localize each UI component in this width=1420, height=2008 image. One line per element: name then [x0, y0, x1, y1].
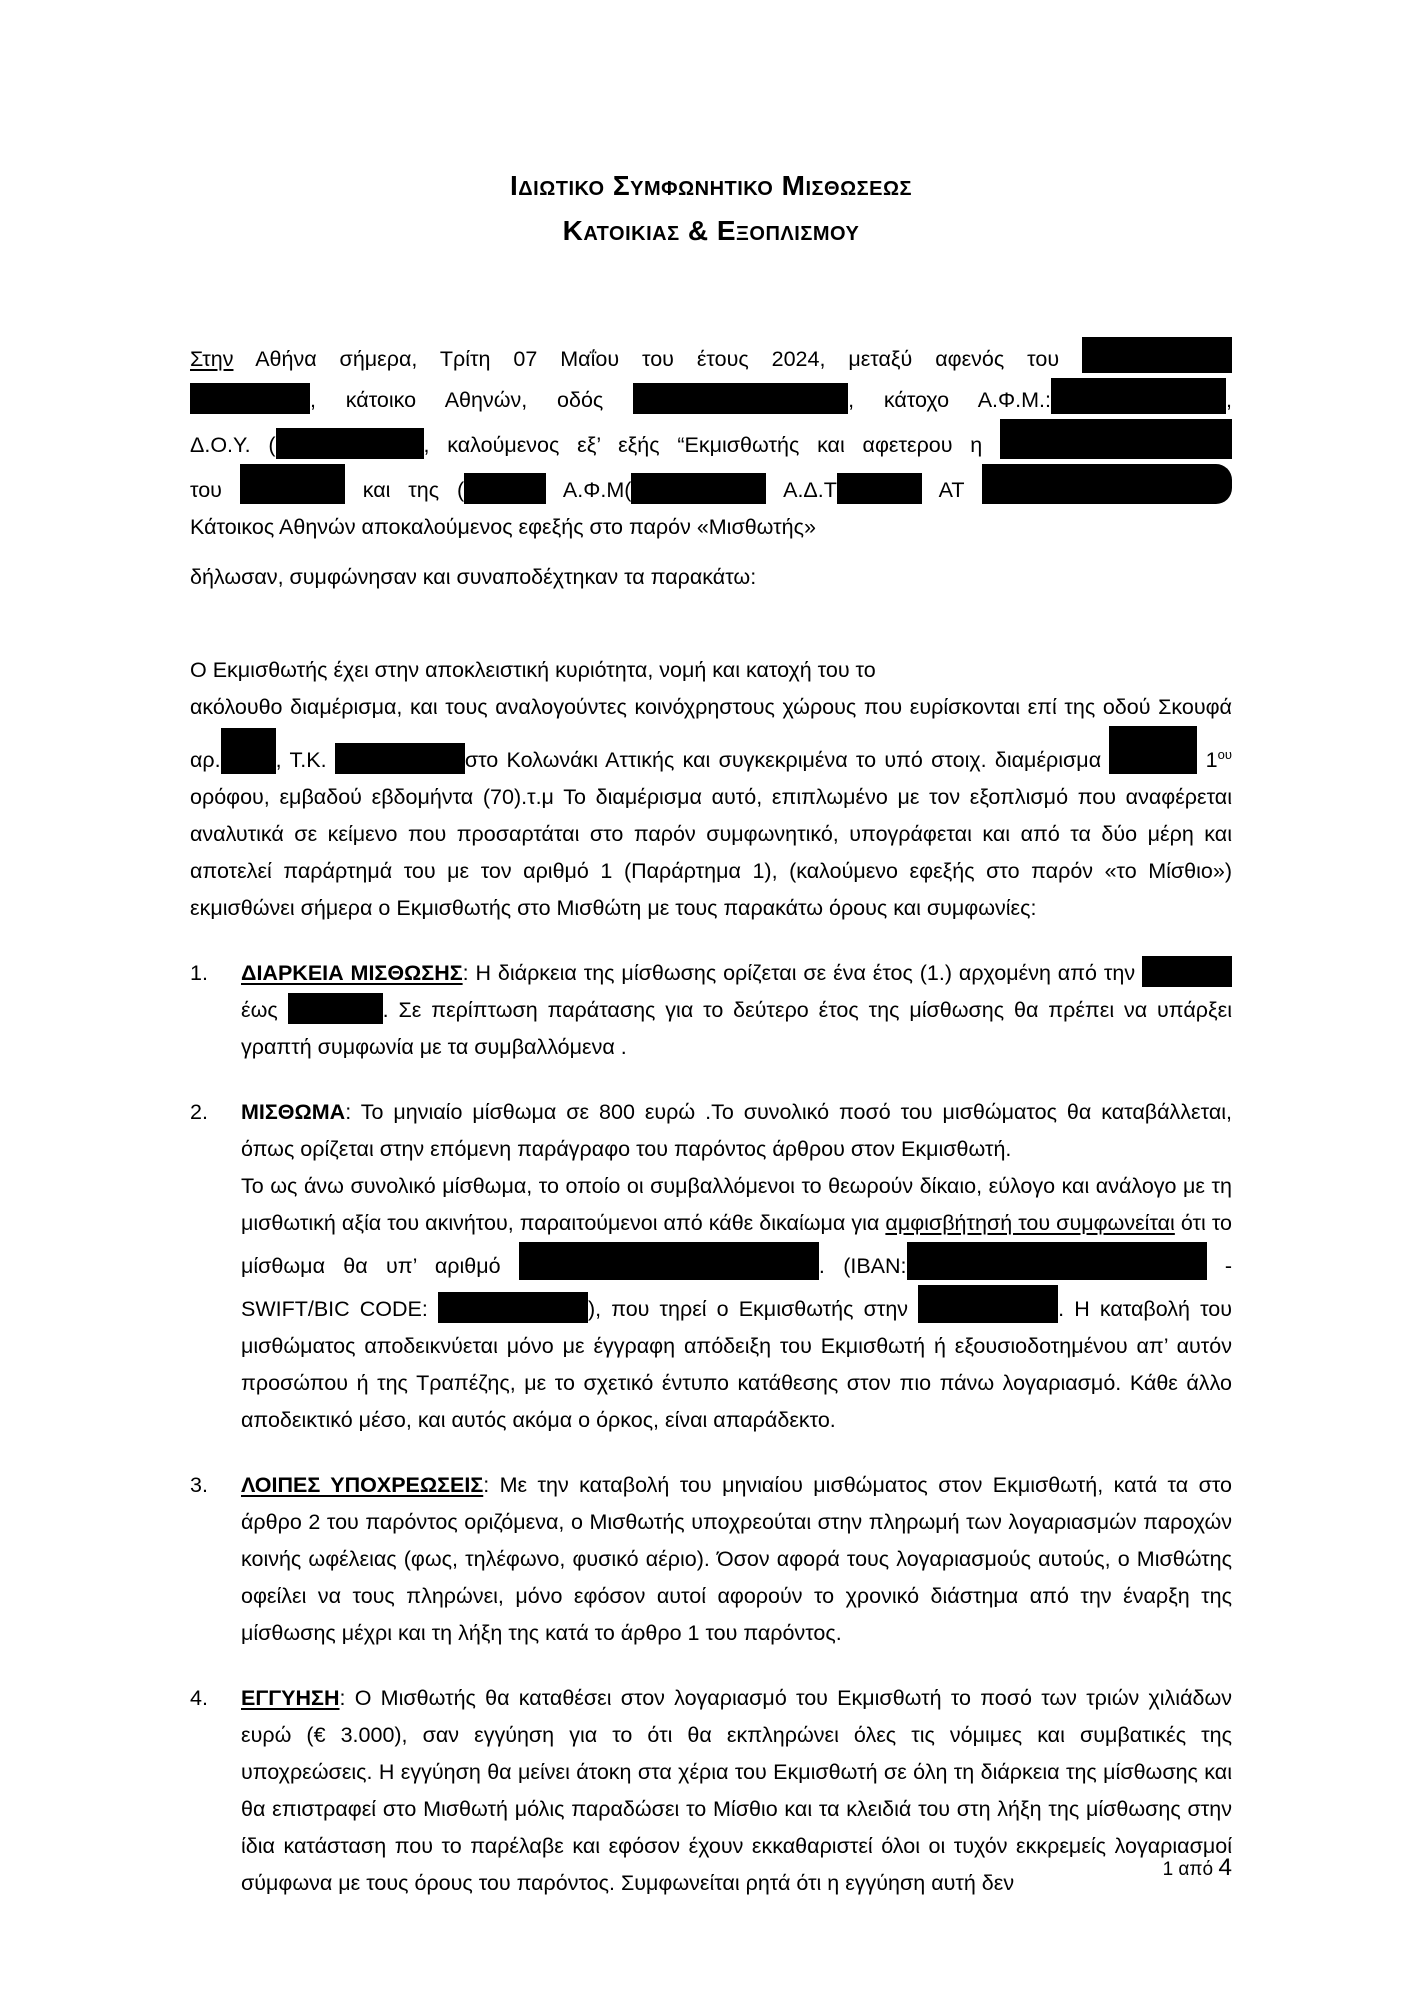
text-run: Δ.Ο.Υ. ( [190, 433, 276, 457]
parties-line [190, 464, 1232, 509]
redaction-box [276, 428, 424, 459]
text-run: Α.Φ.Μ( [546, 478, 632, 502]
term-body [241, 1680, 1232, 1902]
document-title-line1: Ιδιωτικο Συμφωνητικο Μισθωσεως [509, 170, 912, 201]
term-number: 4. [190, 1686, 208, 1710]
page-number-footer [1163, 1849, 1232, 1888]
text-run: : Το μηνιαίο μίσθωμα σε 800 ευρώ .Το συνολικό ποσό του μισθώματος θα καταβάλλεται, όπως ορίζεται στην επόμενη παράγραφο του παρόντος άρθρου στον Εκμισθωτή. [241, 1100, 1232, 1161]
term-item-1 [190, 955, 1232, 1066]
property-paragraph [190, 652, 1232, 927]
page-number-prefix: 1 από [1162, 1859, 1219, 1880]
text-run: : Ο Μισθωτής θα καταθέσει στον λογαριασμό του Εκμισθωτή το ποσό των τριών χιλιάδων ευρώ (€ 3.000), σαν εγγύηση για το ότι θα εκπληρώνει όλες τις νόμιμες και συμβατικές της υποχρεώσεις. Η εγγύηση θα μείνει άτοκη στα χέρια του Εκμισθωτή σε όλη τη διάρκεια της μίσθωσης και θα επιστραφεί στο Μισθωτή μόλις παραδώσει το Μίσθιο και τα κλειδιά του στη λήξη της μίσθωσης στην ίδια κατάσταση που το παρέλαβε και εφόσον έχουν εκκαθαριστεί όλοι οι τυχόν εκκρεμείς λογαριασμοί σύμφωνα με τους όρους του παρόντος. Συμφωνείται ρητά ότι η εγγύηση αυτή δεν [241, 1686, 1232, 1895]
redaction-box [335, 743, 465, 774]
redaction-box [240, 464, 345, 504]
text-run: , κάτοχο Α.Φ.Μ.: [848, 388, 1052, 412]
redaction-box [1109, 726, 1197, 774]
text-run: , Τ.Κ. [275, 748, 335, 772]
redaction-box [221, 728, 276, 774]
text-run: - SWIFT/BIC CODE: [241, 1254, 1232, 1321]
term-number: 2. [190, 1100, 208, 1124]
text-run: , κάτοικο Αθηνών, οδός [310, 388, 634, 412]
page-number-total: 4 [1218, 1854, 1232, 1881]
document-title [190, 163, 1232, 253]
redaction-box [982, 464, 1232, 504]
text-run: Αθήνα σήμερα, Τρίτη 07 Μαΐου του έτους 2024, μεταξύ αφενός του [233, 347, 1082, 371]
redaction-box [519, 1242, 819, 1280]
redaction-box [1051, 378, 1226, 414]
declaration-line: δήλωσαν, συμφώνησαν και συναποδέχτηκαν τα παρακάτω: [190, 565, 757, 589]
term-body [241, 1094, 1232, 1439]
text-run: και της ( [344, 478, 465, 502]
term-number: 3. [190, 1473, 208, 1497]
term-body [241, 955, 1232, 1066]
property-paragraph-line1: Ο Εκμισθωτής έχει στην αποκλειστική κυριότητα, νομή και κατοχή του το [190, 658, 876, 682]
text-run: ΔΙΑΡΚΕΙΑ ΜΙΣΘΩΣΗΣ [241, 961, 463, 985]
term-body [241, 1467, 1232, 1652]
text-run: ου [1217, 746, 1232, 762]
term-item-3 [190, 1467, 1232, 1652]
redaction-box [633, 383, 848, 414]
parties-line [190, 337, 1232, 378]
document-title-line2: Κατοικιας & Εξοπλισμου [562, 215, 860, 246]
parties-line [190, 378, 1232, 419]
redaction-box [918, 1285, 1058, 1323]
redaction-box [288, 993, 383, 1024]
text-run: 1 [1197, 748, 1218, 772]
text-run: , καλούμενος εξ’ εξής “Εκμισθωτής και αφετερου η [423, 433, 1000, 457]
term-number: 1. [190, 961, 208, 985]
parties-line [190, 509, 1232, 546]
parties-line [190, 419, 1232, 464]
property-paragraph-rest [190, 689, 1232, 927]
terms-list [190, 955, 1232, 1902]
term-item-4 [190, 1680, 1232, 1902]
redaction-box [1000, 419, 1232, 459]
text-run: ακόλουθο διαμέρισμα, και τους αναλογούντες κοινόχρηστους χώρους που ευρίσκονται επί της οδού Σκουφά αρ. [190, 695, 1232, 772]
term-item-2 [190, 1094, 1232, 1439]
text-run: ότι το μίσθωμα θα υπ’ αριθμό [241, 1211, 1232, 1278]
parties-paragraph [190, 337, 1232, 546]
text-run: αμφισβήτησή του συμφωνείται [885, 1211, 1175, 1235]
text-run: , [1226, 388, 1232, 412]
text-run: ΜΙΣΘΩΜΑ [241, 1100, 346, 1124]
redaction-box [1082, 337, 1232, 373]
text-run: ΛΟΙΠΕΣ ΥΠΟΧΡΕΩΣΕΙΣ [241, 1473, 484, 1497]
redaction-box [631, 473, 766, 504]
text-run: ΕΓΓΥΗΣΗ [241, 1686, 340, 1710]
redaction-box [837, 473, 922, 504]
text-run: ορόφου, εμβαδού εβδομήντα (70).τ.μ Το διαμέρισμα αυτό, επιπλωμένο με τον εξοπλισμό που αναφέρεται αναλυτικά σε κείμενο που προσαρτάται στο παρόν συμφωνητικό, υπογράφεται και από τα δύο μέρη και αποτελεί παράρτημά του με τον αριθμό 1 (Παράρτημα 1), (καλούμενο εφεξής στο παρόν «το Μίσθιο») εκμισθώνει σήμερα ο Εκμισθωτής στο Μισθώτη με τους παρακάτω όρους και συμφωνίες: [190, 785, 1232, 920]
text-run: . Σε περίπτωση παράτασης για το δεύτερο έτος της μίσθωσης θα πρέπει να υπάρξει γραπτή συμφωνία με τα συμβαλλόμενα . [241, 998, 1232, 1059]
text-run: Α.Δ.Τ [766, 478, 837, 502]
text-run: ), που τηρεί ο Εκμισθωτής στην [587, 1297, 919, 1321]
text-run: Κάτοικος Αθηνών αποκαλούμενος εφεξής στο παρόν «Μισθωτής» [190, 515, 816, 539]
text-run: : Με την καταβολή του μηνιαίου μισθώματος στον Εκμισθωτή, κατά τα στο άρθρο 2 του παρόντος οριζόμενα, ο Μισθωτής υποχρεούται στην πληρωμή των λογαριασμών παροχών κοινής ωφέλειας (φως, τηλέφωνο, φυσικό αέριο). Όσον αφορά τους λογαριασμούς αυτούς, ο Μισθώτης οφείλει να τους πληρώνει, μόνο εφόσον αυτοί αφορούν το χρονικό διάστημα από την έναρξη της μίσθωσης μέχρι και τη λήξη της κατά το άρθρο 1 του παρόντος. [241, 1473, 1232, 1645]
text-run: . Η καταβολή του μισθώματος αποδεικνύεται μόνο με έγγραφη απόδειξη του Εκμισθωτή ή εξουσιοδοτημένου απ’ αυτόν προσώπου ή της Τραπέζης, με το σχετικό έντυπο κατάθεσης στον πιο πάνω λογαριασμό. Κάθε άλλο αποδεικτικό μέσο, και αυτός ακόμα ο όρκος, είναι απαράδεκτο. [241, 1297, 1232, 1432]
text-run: . (IBAN: [818, 1254, 907, 1278]
redaction-box [190, 383, 310, 414]
redaction-box [907, 1242, 1207, 1280]
text-run: ΑΤ [921, 478, 982, 502]
text-run: του [190, 478, 240, 502]
text-run: έως [241, 998, 288, 1022]
text-run: : Η διάρκεια της μίσθωσης ορίζεται σε ένα έτος (1.) αρχομένη από την [462, 961, 1142, 985]
redaction-box [464, 473, 546, 504]
page-content [190, 0, 1232, 1902]
text-run: στο Κολωνάκι Αττικής και συγκεκριμένα το υπό στοιχ. διαμέρισμα [464, 748, 1110, 772]
text-run: Στην [190, 347, 234, 371]
redaction-box [1142, 956, 1232, 987]
redaction-box [438, 1292, 588, 1323]
text-run: Το ως άνω συνολικό μίσθωμα, το οποίο οι συμβαλλόμενοι το θεωρούν δίκαιο, εύλογο και ανάλογο με τη μισθωτική αξία του ακινήτου, παραιτούμενοι από κάθε δικαίωμα για [241, 1174, 1232, 1235]
